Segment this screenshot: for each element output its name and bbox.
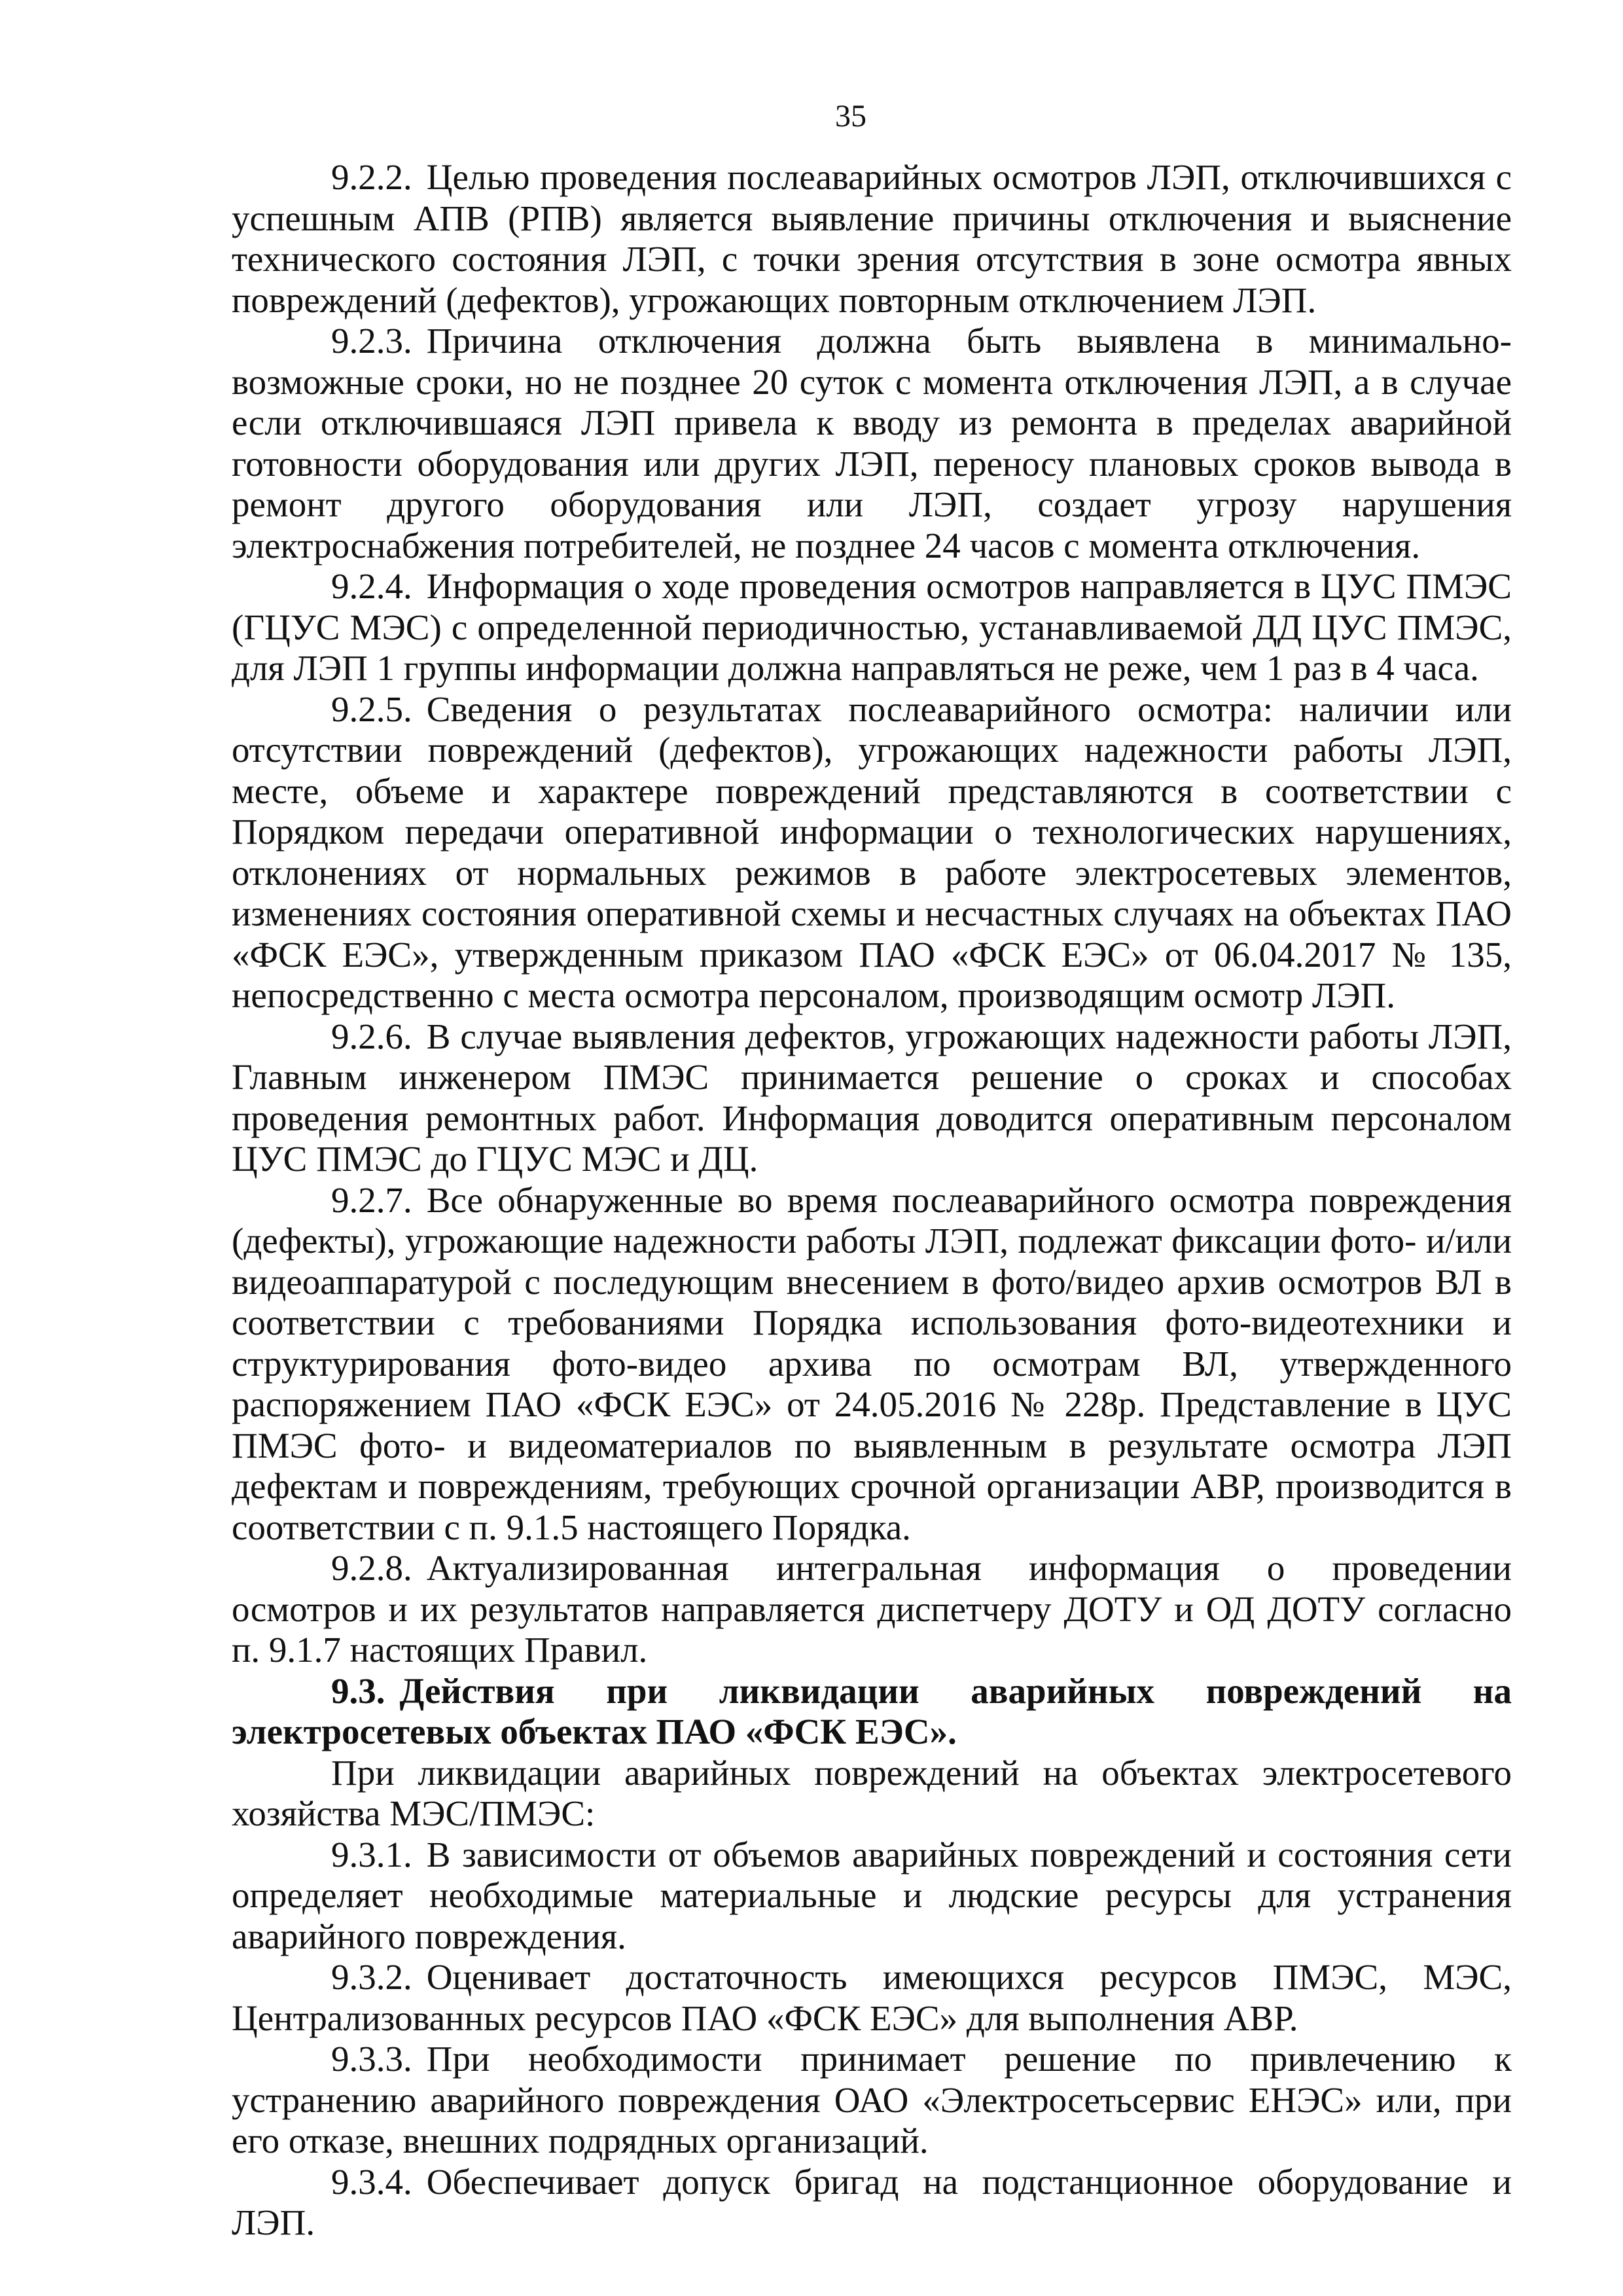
paragraph-9-2-6 (232, 1016, 1512, 1180)
paragraph-number: 9.2.3. (331, 321, 412, 361)
paragraph-9-3-3 (232, 2039, 1512, 2162)
paragraph-9-3-2 (232, 1957, 1512, 2039)
paragraph-number: 9.2.6. (331, 1016, 412, 1056)
paragraph-number: 9.2.2. (331, 157, 412, 197)
paragraph-text: Целью проведения послеаварийных осмотров ЛЭП, отключившихся с успешным АПВ (РПВ) является выявление причины отключения и выяснение технического состояния ЛЭП, с точки зрения отсутствия в зоне осмотра явных повреждений (дефектов), угрожающих повторным отключением ЛЭП. (232, 157, 1512, 320)
paragraph-9-2-2 (232, 157, 1512, 321)
paragraph-text: Оценивает достаточность имеющихся ресурсов ПМЭС, МЭС, Централизованных ресурсов ПАО «ФСК ЕЭС» для выполнения АВР. (232, 1957, 1512, 2038)
paragraph-number: 9.3.1. (331, 1834, 412, 1874)
paragraph-text: При необходимости принимает решение по привлечению к устранению аварийного повреждения ОАО «Электросетьсервис ЕНЭС» или, при его отказе, внешних подрядных организаций. (232, 2039, 1512, 2161)
paragraph-text: Обеспечивает допуск бригад на подстанционное оборудование и ЛЭП. (232, 2161, 1512, 2242)
paragraph-number: 9.3.3. (331, 2039, 412, 2079)
section-heading-9-3 (232, 1671, 1512, 1753)
document-body (232, 157, 1512, 2244)
paragraph-number: 9.2.7. (331, 1179, 412, 1220)
section-intro: При ликвидации аварийных повреждений на объектах электросетевого хозяйства МЭС/ПМЭС: (232, 1752, 1512, 1833)
paragraph-text: Актуализированная интегральная информация о проведении осмотров и их результатов направляется диспетчеру ДОТУ и ОД ДОТУ согласно п. 9.1.7 настоящих Правил. (232, 1548, 1512, 1670)
paragraph-9-2-7 (232, 1180, 1512, 1549)
paragraph-9-3-4 (232, 2162, 1512, 2244)
paragraph-9-2-5 (232, 689, 1512, 1016)
paragraph-number: 9.3.4. (331, 2161, 412, 2202)
paragraph-9-2-4 (232, 566, 1512, 689)
paragraph-text: Информация о ходе проведения осмотров направляется в ЦУС ПМЭС (ГЦУС МЭС) с определенной периодичностью, устанавливаемой ДД ЦУС ПМЭС, для ЛЭП 1 группы информации должна направляться не реже, чем 1 раз в 4 часа. (232, 566, 1512, 688)
paragraph-9-2-3 (232, 321, 1512, 566)
paragraph-number: 9.2.8. (331, 1548, 412, 1588)
paragraph-text: В зависимости от объемов аварийных повреждений и состояния сети определяет необходимые материальные и людские ресурсы для устранения аварийного повреждения. (232, 1834, 1512, 1956)
paragraph-text: В случае выявления дефектов, угрожающих надежности работы ЛЭП, Главным инженером ПМЭС принимается решение о сроках и способах проведения ремонтных работ. Информация доводится оперативным персоналом ЦУС ПМЭС до ГЦУС МЭС и ДЦ. (232, 1016, 1512, 1179)
paragraph-text: Сведения о результатах послеаварийного осмотра: наличии или отсутствии повреждений (дефектов), угрожающих надежности работы ЛЭП, месте, объеме и характере повреждений представляются в соответствии с Порядком передачи оперативной информации о технологических нарушениях, отклонениях от нормальных режимов в работе электросетевых элементов, изменениях состояния оперативной схемы и несчастных случаях на объектах ПАО «ФСК ЕЭС», утвержденным приказом ПАО «ФСК ЕЭС» от 06.04.2017 № 135, непосредственно с места осмотра персоналом, производящим осмотр ЛЭП. (232, 689, 1512, 1015)
section-number: 9.3. (331, 1670, 385, 1711)
page-number: 35 (835, 99, 866, 134)
section-title: Действия при ликвидации аварийных повреждений на электросетевых объектах ПАО «ФСК ЕЭС». (232, 1670, 1512, 1751)
paragraph-text: Причина отключения должна быть выявлена в минимально-возможные сроки, но не позднее 20 суток с момента отключения ЛЭП, а в случае если отключившаяся ЛЭП привела к вводу из ремонта в пределах аварийной готовности оборудования или других ЛЭП, переносу плановых сроков вывода в ремонт другого оборудования или ЛЭП, создает угрозу нарушения электроснабжения потребителей, не позднее 24 часов с момента отключения. (232, 321, 1512, 565)
paragraph-number: 9.3.2. (331, 1957, 412, 1997)
paragraph-number: 9.2.4. (331, 566, 412, 606)
paragraph-text: Все обнаруженные во время послеаварийного осмотра повреждения (дефекты), угрожающие надежности работы ЛЭП, подлежат фиксации фото- и/или видеоаппаратурой с последующим внесением в фото/видео архив осмотров ВЛ в соответствии с требованиями Порядка использования фото-видеотехники и структурирования фото-видео архива по осмотрам ВЛ, утвержденного распоряжением ПАО «ФСК ЕЭС» от 24.05.2016 № 228р. Представление в ЦУС ПМЭС фото- и видеоматериалов по выявленным в результате осмотра ЛЭП дефектам и повреждениям, требующих срочной организации АВР, производится в соответствии с п. 9.1.5 настоящего Порядка. (232, 1179, 1512, 1547)
paragraph-number: 9.2.5. (331, 689, 412, 729)
paragraph-9-3-1 (232, 1835, 1512, 1958)
paragraph-9-2-8 (232, 1548, 1512, 1671)
